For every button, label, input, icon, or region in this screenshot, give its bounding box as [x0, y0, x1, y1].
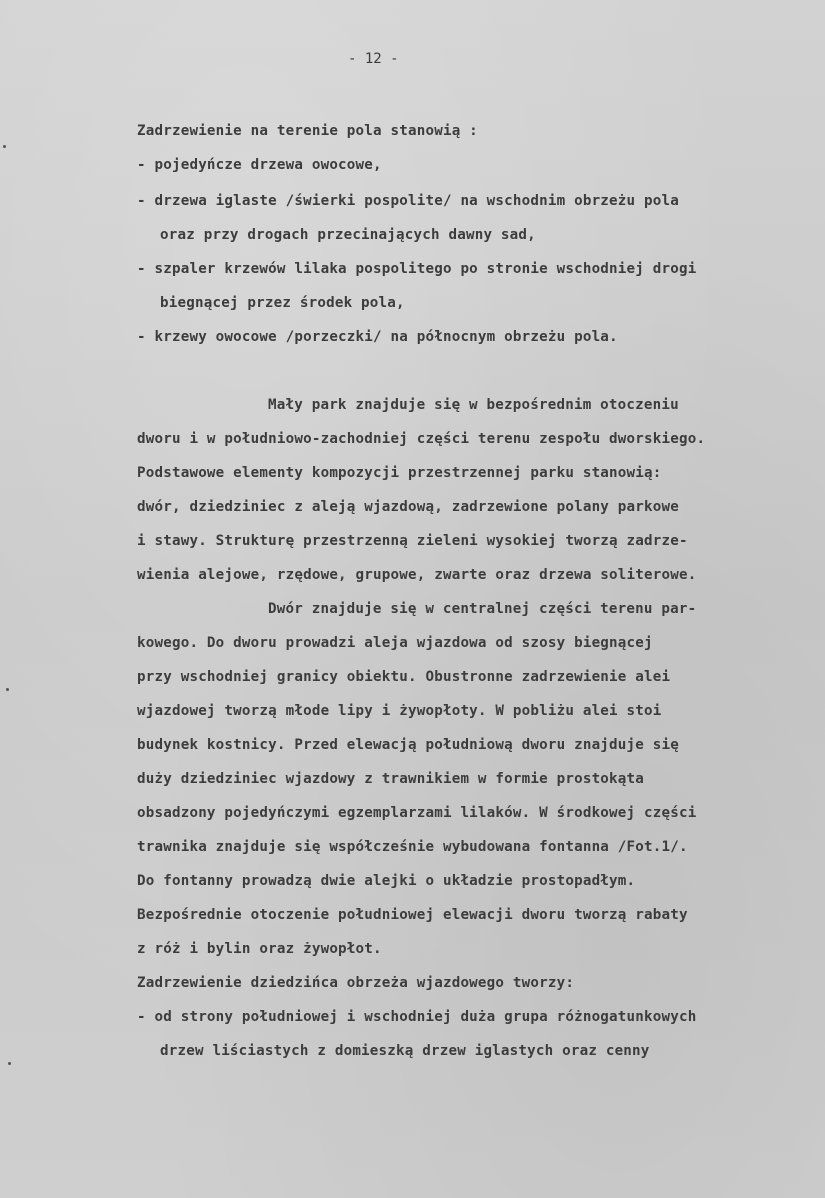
text-line: wjazdowej tworzą młode lipy i żywopłoty. W pobliżu alei stoi [137, 703, 662, 719]
text-line: Zadrzewienie na terenie pola stanowią : [137, 123, 478, 139]
text-line: - krzewy owocowe /porzeczki/ na północnym obrzeżu pola. [137, 329, 618, 345]
paper-speck [6, 688, 9, 691]
text-line: oraz przy drogach przecinających dawny sad, [160, 227, 536, 243]
text-line: dworu i w południowo-zachodniej części terenu zespołu dworskiego. [137, 431, 706, 447]
text-line: Do fontanny prowadzą dwie alejki o układzie prostopadłym. [137, 873, 636, 889]
text-line: Zadrzewienie dziedzińca obrzeża wjazdowego tworzy: [137, 975, 575, 991]
paper-speck [8, 1062, 11, 1065]
text-line: - drzewa iglaste /świerki pospolite/ na wschodnim obrzeżu pola [137, 193, 679, 209]
paper-speck [3, 145, 6, 148]
text-line: duży dziedziniec wjazdowy z trawnikiem w formie prostokąta [137, 771, 645, 787]
text-line: kowego. Do dworu prowadzi aleja wjazdowa od szosy biegnącej [137, 635, 653, 651]
text-line: Mały park znajduje się w bezpośrednim otoczeniu [268, 397, 679, 413]
text-line: trawnika znajduje się współcześnie wybudowana fontanna /Fot.1/. [137, 839, 688, 855]
text-line: obsadzony pojedyńczymi egzemplarzami lilaków. W środkowej części [137, 805, 697, 821]
text-line: z róż i bylin oraz żywopłot. [137, 941, 382, 957]
page-number: - 12 - [348, 51, 399, 67]
text-line: - pojedyńcze drzewa owocowe, [137, 157, 382, 173]
text-line: wienia alejowe, rzędowe, grupowe, zwarte oraz drzewa soliterowe. [137, 567, 697, 583]
text-line: budynek kostnicy. Przed elewacją południową dworu znajduje się [137, 737, 679, 753]
text-line: i stawy. Strukturę przestrzenną zieleni wysokiej tworzą zadrze- [137, 533, 688, 549]
text-line: Podstawowe elementy kompozycji przestrzennej parku stanowią: [137, 465, 662, 481]
text-line: dwór, dziedziniec z aleją wjazdową, zadrzewione polany parkowe [137, 499, 679, 515]
text-line: Dwór znajduje się w centralnej części terenu par- [268, 601, 697, 617]
text-line: - szpaler krzewów lilaka pospolitego po stronie wschodniej drogi [137, 261, 697, 277]
text-line: biegnącej przez środek pola, [160, 295, 405, 311]
text-line: - od strony południowej i wschodniej duża grupa różnogatunkowych [137, 1009, 697, 1025]
text-line: Bezpośrednie otoczenie południowej elewacji dworu tworzą rabaty [137, 907, 688, 923]
text-line: drzew liściastych z domieszką drzew iglastych oraz cenny [160, 1043, 650, 1059]
text-line: przy wschodniej granicy obiektu. Obustronne zadrzewienie alei [137, 669, 671, 685]
